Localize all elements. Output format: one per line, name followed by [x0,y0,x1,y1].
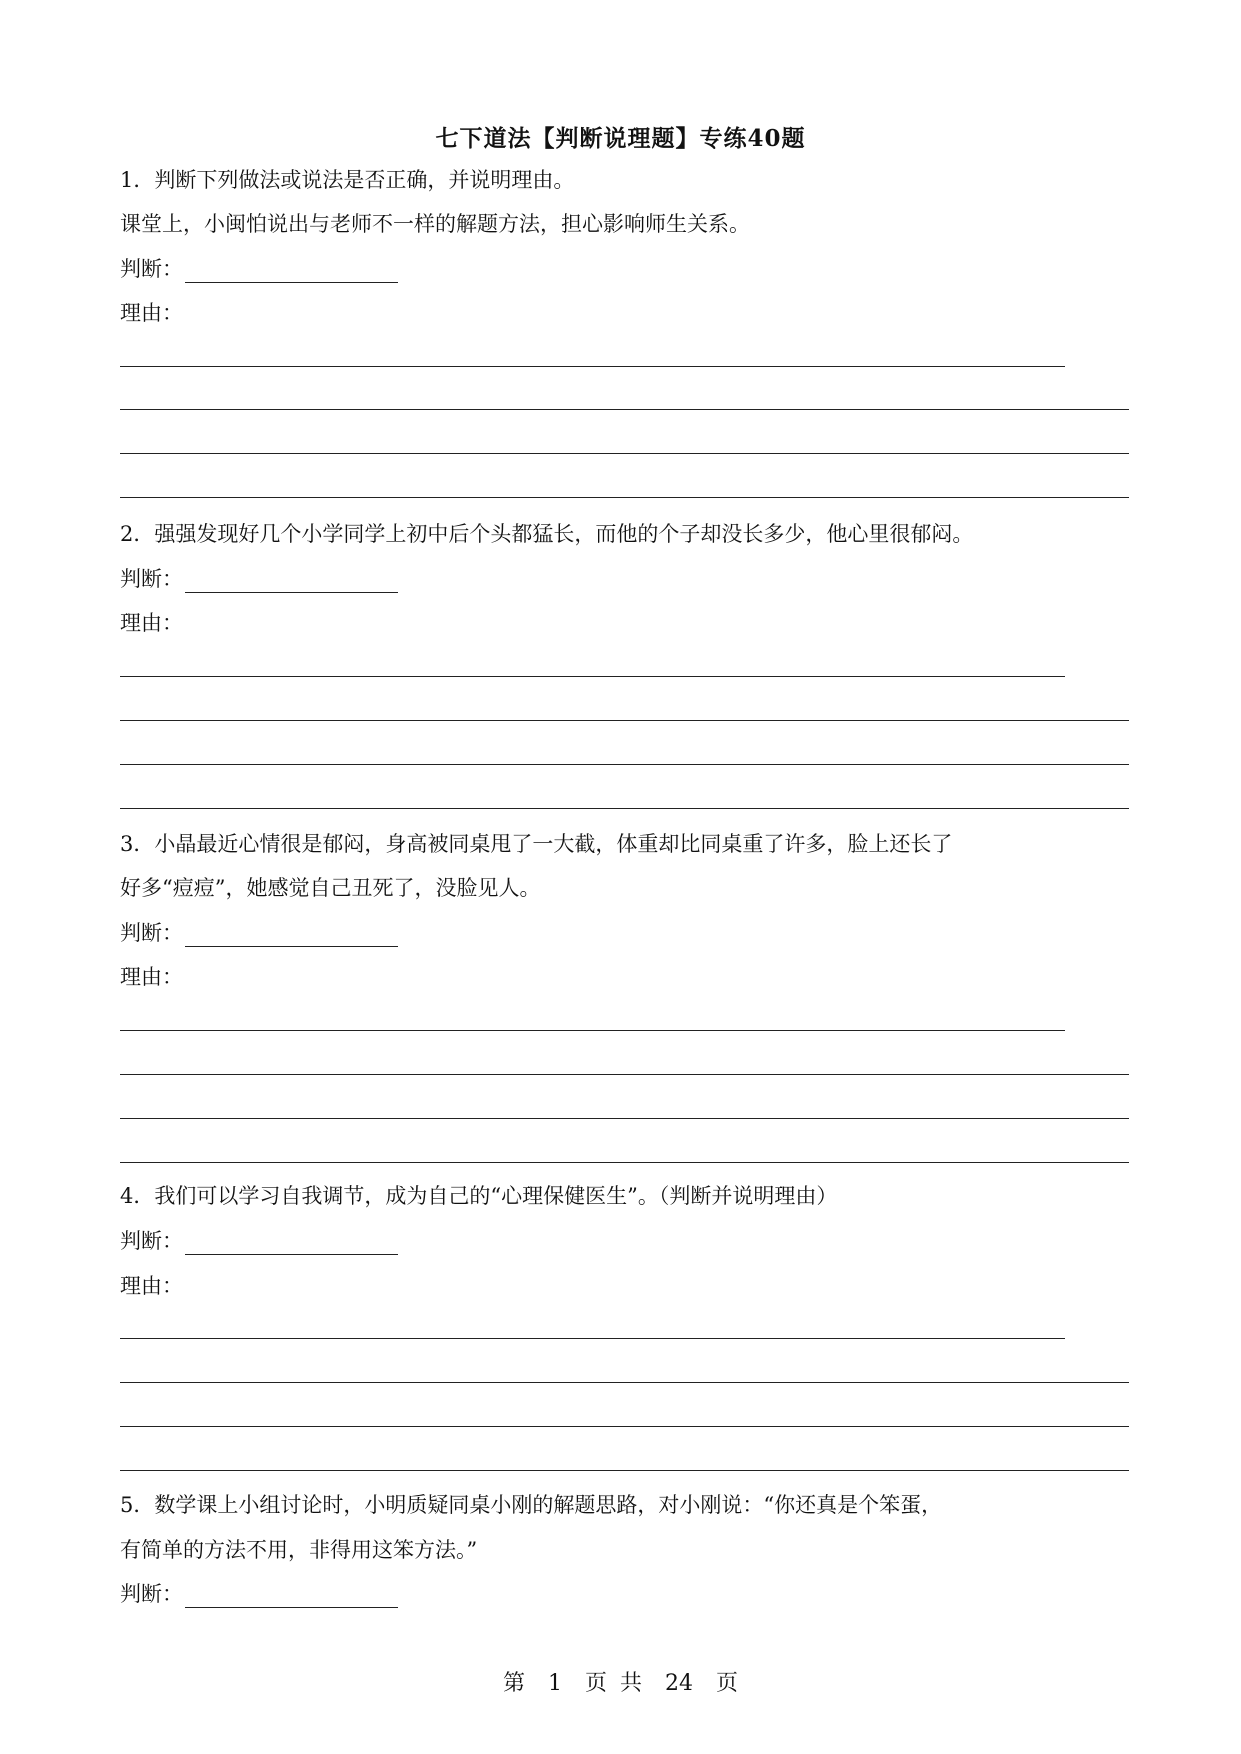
answer-line[interactable] [120,497,1129,498]
question-4-reason-label: 理由： [120,1274,183,1298]
answer-line[interactable] [120,1030,1065,1031]
answer-line[interactable] [120,1074,1129,1075]
question-3-line-1: 3．小晶最近心情很是郁闷，身高被同桌甩了一大截，体重却比同桌重了许多，脸上还长了 [120,832,953,856]
page-footer [0,1666,1241,1697]
judge-answer-blank[interactable] [185,262,398,283]
answer-line[interactable] [120,1470,1129,1471]
question-1-judge [120,255,398,283]
question-2-reason-label: 理由： [120,611,183,635]
answer-line[interactable] [120,1118,1129,1119]
footer-total-pages: 24 [665,1671,693,1696]
answer-line[interactable] [120,1426,1129,1427]
question-4-line-1: 4．我们可以学习自我调节，成为自己的“心理保健医生”。（判断并说明理由） [120,1184,838,1208]
judge-label: 判断： [120,1582,183,1606]
question-3-line-2: 好多“痘痘”，她感觉自己丑死了，没脸见人。 [120,876,541,900]
question-4-judge [120,1227,398,1255]
question-5-line-1: 5．数学课上小组讨论时，小明质疑同桌小刚的解题思路，对小刚说：“你还真是个笨蛋， [120,1493,943,1517]
answer-line[interactable] [120,409,1129,410]
question-2-line-1: 2．强强发现好几个小学同学上初中后个头都猛长，而他的个子却没长多少，他心里很郁闷。 [120,522,974,546]
question-1-line-1: 1．判断下列做法或说法是否正确，并说明理由。 [120,168,575,192]
question-1-reason-label: 理由： [120,301,183,325]
answer-line[interactable] [120,366,1065,367]
judge-answer-blank[interactable] [185,1587,398,1608]
answer-line[interactable] [120,808,1129,809]
question-2-judge [120,565,398,593]
judge-label: 判断： [120,257,183,281]
question-5-judge [120,1580,398,1608]
judge-answer-blank[interactable] [185,572,398,593]
judge-label: 判断： [120,921,183,945]
answer-line[interactable] [120,720,1129,721]
question-3-judge [120,919,398,947]
footer-prefix: 第 [502,1671,525,1696]
question-3-reason-label: 理由： [120,965,183,989]
question-5-line-2: 有简单的方法不用，非得用这笨方法。” [120,1538,478,1562]
judge-label: 判断： [120,1229,183,1253]
judge-answer-blank[interactable] [185,1234,398,1255]
answer-line[interactable] [120,1338,1065,1339]
page-title: 七下道法【判断说理题】专练40题 [435,125,806,152]
judge-label: 判断： [120,567,183,591]
footer-suffix: 页 [716,1671,739,1696]
question-1-line-2: 课堂上，小闽怕说出与老师不一样的解题方法，担心影响师生关系。 [120,212,750,236]
footer-mid: 页 共 [585,1671,642,1696]
footer-page-number: 1 [548,1671,562,1696]
answer-line[interactable] [120,1162,1129,1163]
answer-line[interactable] [120,676,1065,677]
answer-line[interactable] [120,453,1129,454]
judge-answer-blank[interactable] [185,926,398,947]
answer-line[interactable] [120,1382,1129,1383]
answer-line[interactable] [120,764,1129,765]
